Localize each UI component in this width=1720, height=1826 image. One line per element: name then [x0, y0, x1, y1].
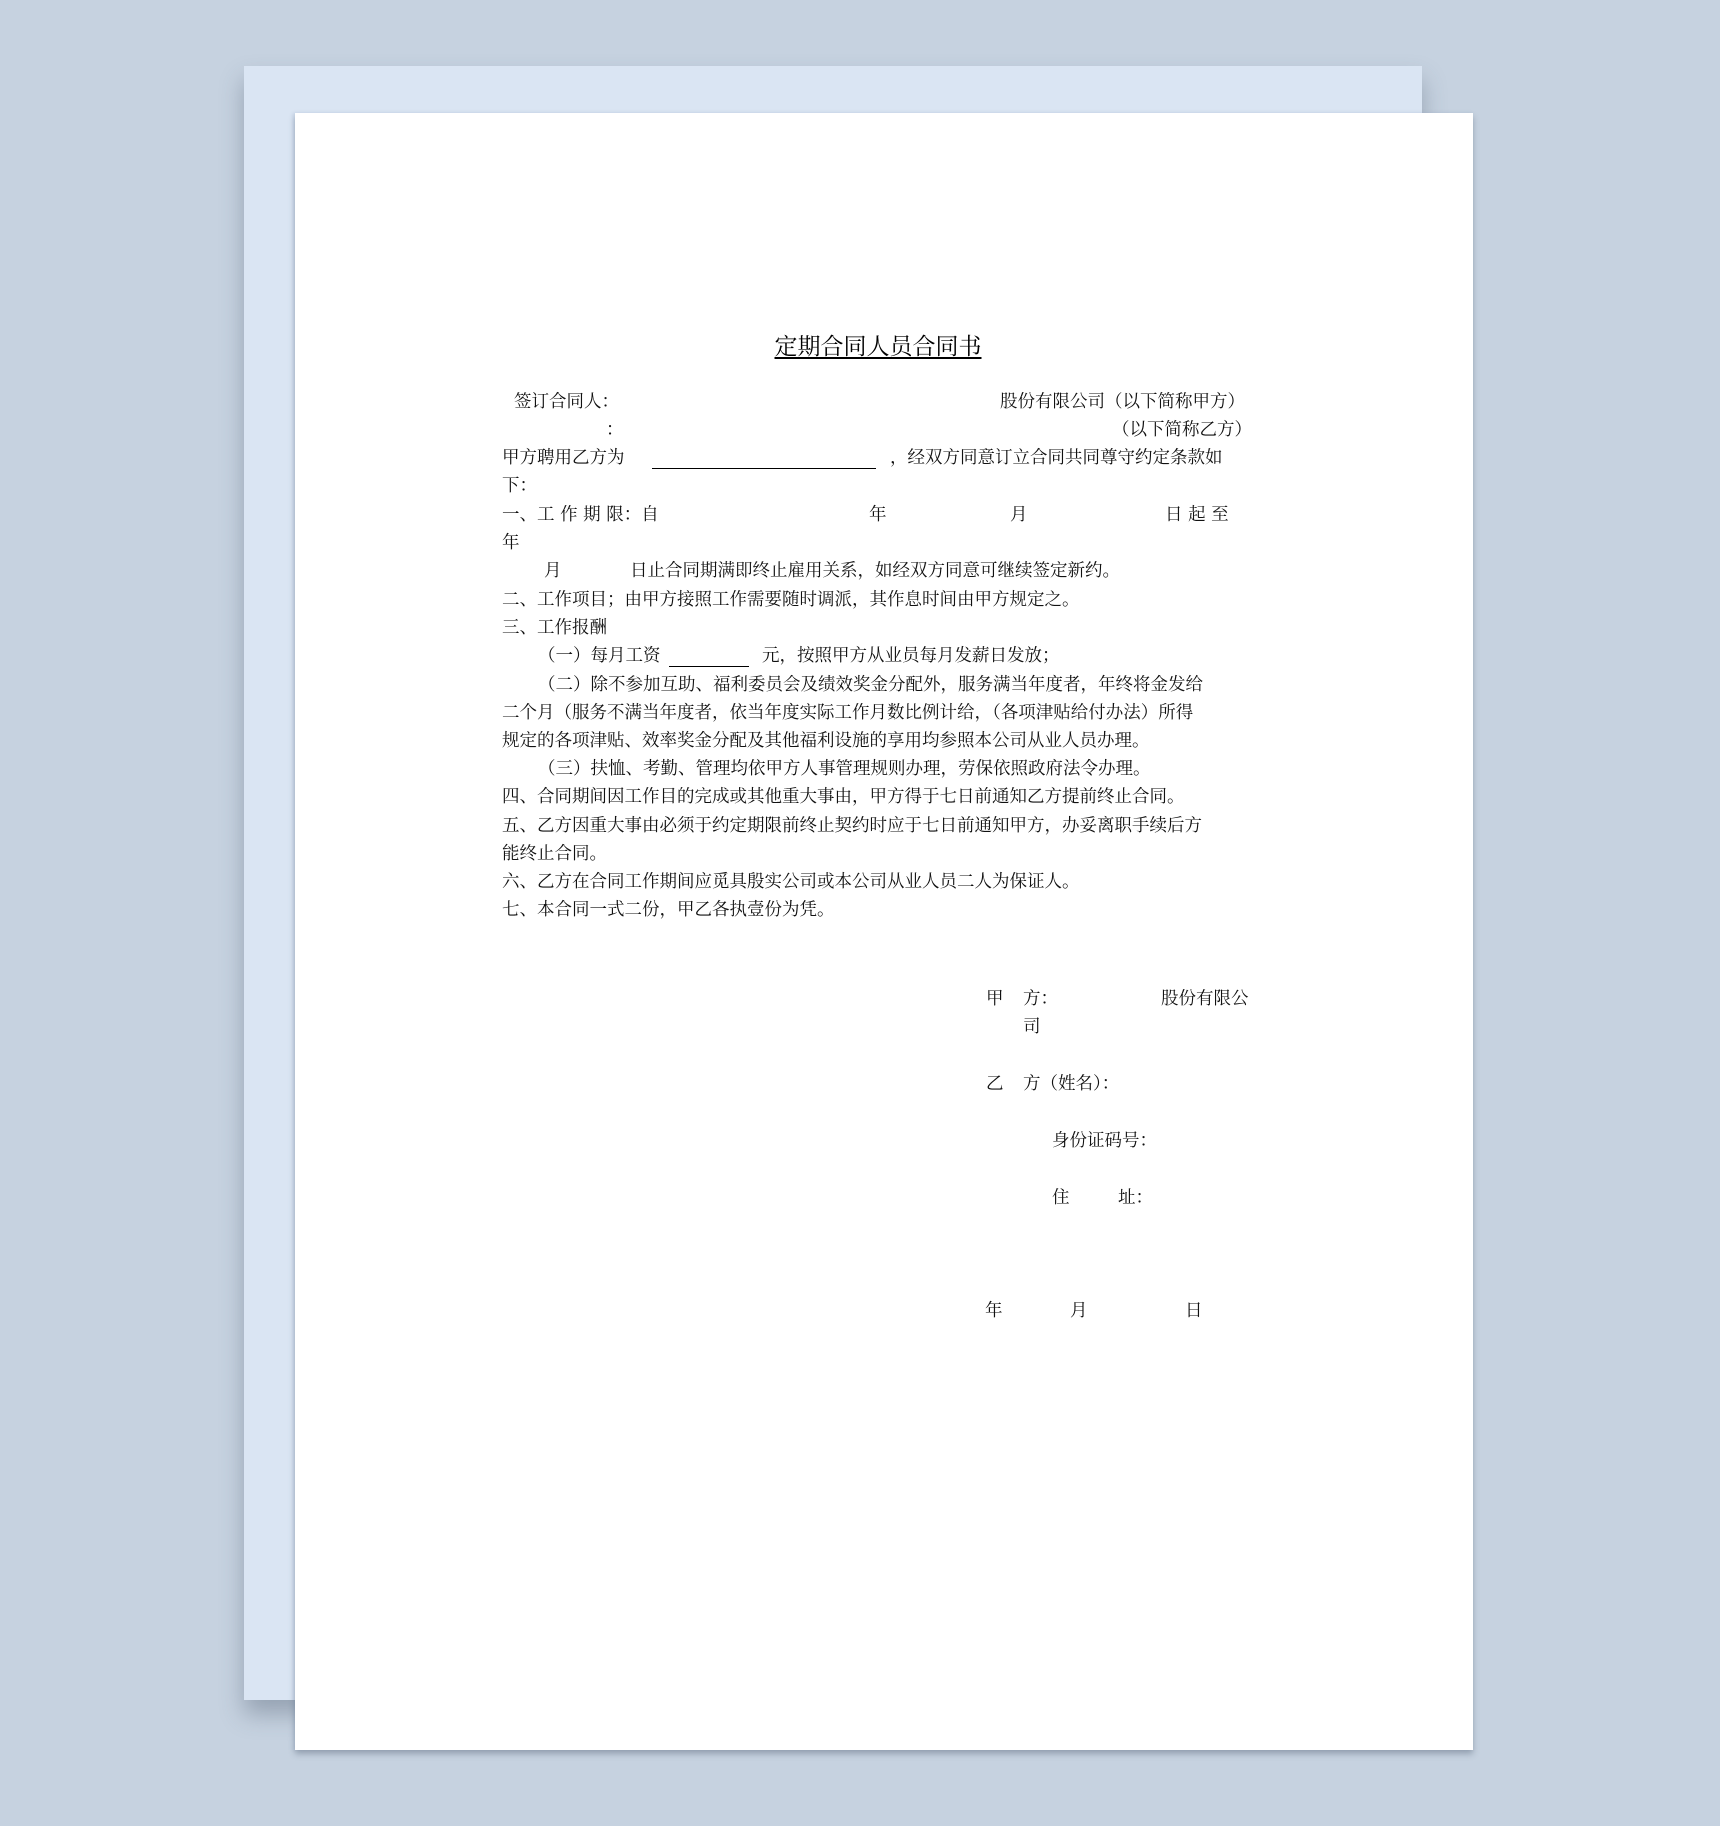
clause2-text: 二、工作项目；由甲方接照工作需要随时调派，其作息时间由甲方规定之。 [502, 590, 1080, 610]
party-a-label-2: 方： [1023, 989, 1058, 1009]
party-a-suffix: 股份有限公司（以下简称甲方） [1000, 392, 1245, 412]
clause1-end-text: 日止合同期满即终止雇用关系，如经双方同意可继续签定新约。 [630, 561, 1120, 581]
party-b-label-1: 乙 [986, 1074, 1004, 1094]
clause3-item1-prefix: （一）每月工资 [538, 646, 661, 666]
party-b-suffix: （以下简称乙方） [1112, 420, 1252, 440]
clause1-month: 月 [1010, 505, 1028, 525]
date-day: 日 [1185, 1301, 1203, 1321]
clause6-text: 六、乙方在合同工作期间应觅具殷实公司或本公司从业人员二人为保证人。 [502, 872, 1080, 892]
hire-wrap: 下： [502, 476, 537, 496]
clause7-text: 七、本合同一式二份，甲乙各执壹份为凭。 [502, 900, 835, 920]
clause5-line2: 能终止合同。 [502, 844, 607, 864]
clause3-item2-line3: 规定的各项津贴、效率奖金分配及其他福利设施的享用均参照本公司从业人员办理。 [502, 731, 1150, 751]
salary-blank-field[interactable] [669, 650, 749, 667]
signer-label: 签订合同人： [514, 392, 619, 412]
position-blank-field[interactable] [652, 452, 876, 469]
party-b-label-2: 方（姓名）： [1023, 1074, 1120, 1094]
party-b-colon: ： [606, 420, 624, 440]
clause4-text: 四、合同期间因工作目的完成或其他重大事由，甲方得于七日前通知乙方提前终止合同。 [502, 787, 1185, 807]
clause3-item2-line1: （二）除不参加互助、福利委员会及绩效奖金分配外，服务满当年度者，年终将金发给 [538, 675, 1203, 695]
hire-prefix: 甲方聘用乙方为 [502, 448, 625, 468]
clause3-heading: 三、工作报酬 [502, 618, 607, 638]
address-label-1: 住 [1052, 1188, 1070, 1208]
clause3-item3: （三）扶恤、考勤、管理均依甲方人事管理规则办理，劳保依照政府法令办理。 [538, 759, 1151, 779]
date-month: 月 [1070, 1301, 1088, 1321]
date-year: 年 [985, 1301, 1003, 1321]
clause1-end-month: 月 [544, 561, 562, 581]
address-label-2: 址： [1118, 1188, 1153, 1208]
clause1-year: 年 [869, 505, 887, 525]
party-a-company-wrap: 司 [1023, 1017, 1041, 1037]
id-number-label: 身份证码号： [1052, 1131, 1157, 1151]
clause3-item1-suffix: 元，按照甲方从业员每月发薪日发放； [762, 646, 1060, 666]
clause1-label: 一、工 作 期 限：自 [502, 505, 659, 525]
clause1-day-start: 日 起 至 [1165, 505, 1229, 525]
clause3-item2-line2: 二个月（服务不满当年度者，依当年度实际工作月数比例计给，（各项津贴给付办法）所得 [502, 703, 1194, 723]
clause1-wrap-year: 年 [502, 533, 520, 553]
clause5-line1: 五、乙方因重大事由必须于约定期限前终止契约时应于七日前通知甲方，办妥离职手续后方 [502, 816, 1202, 836]
hire-suffix: ，经双方同意订立合同共同尊守约定条款如 [890, 448, 1223, 468]
party-a-company: 股份有限公 [1161, 989, 1249, 1009]
document-title: 定期合同人员合同书 [774, 334, 982, 360]
party-a-label-1: 甲 [986, 989, 1004, 1009]
